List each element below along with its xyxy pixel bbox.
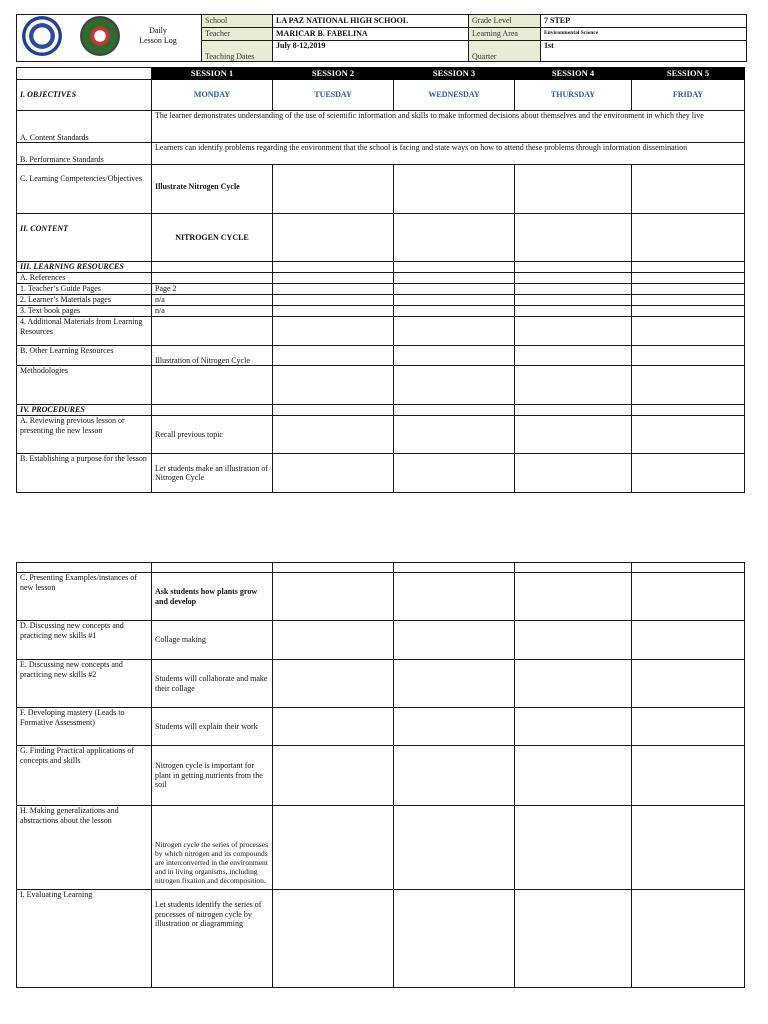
grade-label: Grade Level <box>469 15 541 28</box>
school-label: School <box>202 15 273 28</box>
procedures-heading: IV. PROCEDURES <box>17 405 152 416</box>
procedure-i-label: I. Evaluating Learning <box>17 890 152 988</box>
corner-cell <box>17 68 152 80</box>
references-label: A. References <box>17 273 152 284</box>
procedure-c-label: C. Presenting Examples/instances of new lesson <box>17 573 152 621</box>
content-session5 <box>632 214 745 262</box>
teacher-value: MARICAR B. FABELINA <box>273 28 469 41</box>
session-5-header: SESSION 5 <box>632 68 745 80</box>
grade-value: 7 STEP <box>541 15 747 28</box>
procedure-e-session1: Students will collaborate and make their collage <box>152 660 273 708</box>
procedure-h-label: H. Making generalizations and abstractions about the lesson <box>17 806 152 890</box>
additional-materials-label: 4. Additional Materials from Learning Resources <box>17 317 152 346</box>
competencies-session2 <box>273 165 394 214</box>
competencies-label: C. Learning Competencies/Objectives <box>17 165 152 214</box>
lesson-table-page1 <box>16 67 745 493</box>
procedure-b-session1: Let students make an illustration of Nitrogen Cycle <box>152 454 273 493</box>
procedure-d-label: D. Discussing new concepts and practicing new skills #1 <box>17 621 152 660</box>
teachers-guide-label: 1. Teacher’s Guide Pages <box>17 284 152 295</box>
procedure-i-session1: Let students identify the series of processes of nitrogen cycle by illustration or diagramming <box>152 890 273 988</box>
title-line1: Daily <box>149 26 167 35</box>
procedure-c-session1: Ask students how plants grow and develop <box>152 573 273 621</box>
textbook-session1: n/a <box>152 306 273 317</box>
content-standards-text: The learner demonstrates understanding of the use of scientific information and skills to make informed decisions about themselves and the environment in which they live <box>152 111 745 143</box>
procedure-b-label: B. Establishing a purpose for the lesson <box>17 454 152 493</box>
day-friday: FRIDAY <box>632 80 745 111</box>
day-wednesday: WEDNESDAY <box>394 80 515 111</box>
objectives-heading: I. OBJECTIVES <box>17 80 152 111</box>
performance-standards-text: Learners can identify problems regarding the environment that the school is facing and state ways on how to attend these problems through information dissemination <box>152 143 745 165</box>
procedure-a-label: A. Reviewing previous lesson or presenting the new lesson <box>17 416 152 454</box>
session-1-header: SESSION 1 <box>152 68 273 80</box>
procedure-a-session1: Recall previous topic <box>152 416 273 454</box>
header-table <box>16 14 747 62</box>
teacher-label: Teacher <box>202 28 273 41</box>
content-session1: NITROGEN CYCLE <box>152 214 273 262</box>
procedure-g-label: G. Finding Practical applications of concepts and skills <box>17 746 152 806</box>
title-line2: Lesson Log <box>139 36 177 45</box>
quarter-label: Quarter <box>469 41 541 62</box>
content-standards-label: A. Content Standards <box>17 111 152 143</box>
procedure-e-label: E. Discussing new concepts and practicing new skills #2 <box>17 660 152 708</box>
session-4-header: SESSION 4 <box>515 68 632 80</box>
teaching-dates-label: Teaching Dates <box>202 41 273 62</box>
learning-area-label: Learning Area <box>469 28 541 41</box>
learners-materials-session1: n/a <box>152 295 273 306</box>
teaching-dates-value: July 8-12,2019 <box>273 41 469 62</box>
teachers-guide-session1: Page 2 <box>152 284 273 295</box>
day-monday: MONDAY <box>152 80 273 111</box>
session-2-header: SESSION 2 <box>273 68 394 80</box>
day-tuesday: TUESDAY <box>273 80 394 111</box>
quarter-value: 1st <box>541 41 747 62</box>
competencies-session3 <box>394 165 515 214</box>
methodologies-label: Methodologies <box>17 366 152 405</box>
textbook-label: 3. Text book pages <box>17 306 152 317</box>
resources-heading: III. LEARNING RESOURCES <box>17 262 152 273</box>
content-session2 <box>273 214 394 262</box>
logo-cell <box>17 15 202 62</box>
learners-materials-label: 2. Learner’s Materials pages <box>17 295 152 306</box>
performance-standards-label: B. Performance Standards <box>17 143 152 165</box>
procedure-d-session1: Collage making <box>152 621 273 660</box>
session-3-header: SESSION 3 <box>394 68 515 80</box>
other-resources-session1: Illustration of Nitrogen Cycle <box>152 346 273 366</box>
school-value: LA PAZ NATIONAL HIGH SCHOOL <box>273 15 469 28</box>
competencies-session1: Illustrate Nitrogen Cycle <box>152 165 273 214</box>
learning-area-value: Environmental Science <box>541 28 747 41</box>
procedure-h-session1: Nitrogen cycle the series of processes by which nitrogen and its compounds are interconverted in the environment and in living organisms, including nitrogen fixation and decomposition. <box>152 806 273 890</box>
lesson-table-page2 <box>16 562 745 988</box>
procedure-f-session1: Students will explain their work <box>152 708 273 746</box>
other-resources-label: B. Other Learning Resources <box>17 346 152 366</box>
competencies-session5 <box>632 165 745 214</box>
day-thursday: THURSDAY <box>515 80 632 111</box>
procedure-f-label: F. Developing mastery (Leads to Formative Assessment) <box>17 708 152 746</box>
content-session3 <box>394 214 515 262</box>
procedure-g-session1: Nitrogen cycle is important for plant in getting nutrients from the soil <box>152 746 273 806</box>
competencies-session4 <box>515 165 632 214</box>
content-session4 <box>515 214 632 262</box>
content-heading: II. CONTENT <box>17 214 152 262</box>
